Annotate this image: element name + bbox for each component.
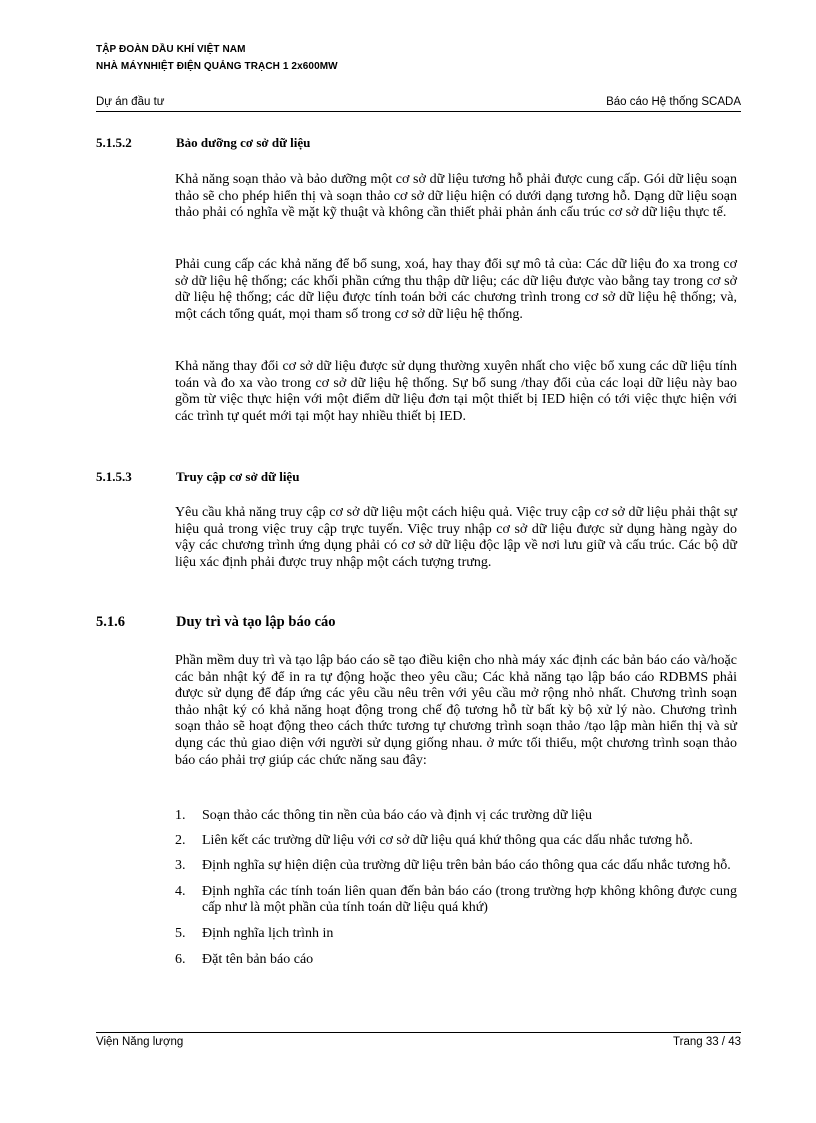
footer-rule	[96, 1032, 741, 1033]
list-text: Định nghĩa sự hiện diện của trường dữ liệu trên bản báo cáo thông qua các dấu nhắc tương hỗ.	[202, 858, 731, 874]
list-text: Liên kết các trường dữ liệu với cơ sở dữ liệu quá khứ thông qua các dấu nhắc tương hỗ.	[202, 832, 693, 848]
list-marker: 2.	[175, 832, 186, 848]
section-title: Duy trì và tạo lập báo cáo	[176, 614, 336, 630]
header-right: Báo cáo Hệ thống SCADA	[606, 96, 741, 108]
list-marker: 4.	[175, 883, 186, 899]
list-item	[175, 884, 737, 917]
list-marker: 1.	[175, 808, 186, 823]
section-title: Bảo dưỡng cơ sở dữ liệu	[176, 135, 311, 150]
page-number: Trang 33 / 43	[673, 1036, 741, 1048]
organization-name: TẬP ĐOÀN DẦU KHÍ VIỆT NAM	[96, 44, 246, 55]
list-marker: 5.	[175, 925, 186, 941]
paragraph: Yêu cầu khả năng truy cập cơ sở dữ liệu một cách hiệu quả. Việc truy cập cơ sở dữ liệu phải thật sự hiệu quả trong việc truy cập trực tuyến. Việc truy nhập cơ sở dữ liệu được sử dụng hàng ngày do vậy các chương trình ứng dụng phải có cơ sở dữ liệu độc lập về nơi lưu giữ và cấu trúc. Các bộ dữ liệu xác định phải được truy nhập một cách tượng trưng.	[175, 505, 737, 570]
list-text: Đặt tên bản báo cáo	[202, 951, 314, 967]
list-item	[175, 926, 737, 943]
running-header	[96, 96, 741, 108]
paragraph: Khả năng thay đổi cơ sở dữ liệu được sử dụng thường xuyên nhất cho việc bổ xung các dữ liệu tính toán và đo xa vào trong cơ sở dữ liệu hệ thống. Sự bổ sung /thay đổi của các loại dữ liệu này bao gồm từ việc thực hiện với một điểm dữ liệu đơn tại một thiết bị IED hiện có tới việc thực hiện với các trình tự quét mới tại một hay nhiều thiết bị IED.	[175, 359, 737, 424]
paragraph: Phải cung cấp các khả năng để bổ sung, xoá, hay thay đổi sự mô tả của: Các dữ liệu đo xa trong cơ sở dữ liệu hệ thống; các khối phần cứng thu thập dữ liệu; các dữ liệu được vào bằng tay trong cơ sở dữ liệu hệ thống; các dữ liệu được tính toán bởi các chương trình trong cơ sở dữ liệu hệ thống; và, một cách tổng quát, mọi tham số trong cơ sở dữ liệu hệ thống.	[175, 257, 737, 322]
list-text: Định nghĩa các tính toán liên quan đến bản báo cáo (trong trường hợp không không được cung cấp như là một phần của tính toán dữ liệu quá khứ)	[202, 883, 737, 916]
list-marker: 3.	[175, 858, 186, 874]
list-item	[175, 952, 737, 969]
paragraph: Phần mềm duy trì và tạo lập báo cáo sẽ tạo điều kiện cho nhà máy xác định các bản báo cáo và/hoặc các bản nhật ký để in ra tự động hoặc theo yêu cầu; Các khả năng tạo lập báo cáo RDBMS phải được sử dụng để đáp ứng các yêu cầu nêu trên với yêu cầu mở rộng nhỏ nhất. Chương trình soạn thảo nhật ký có khả năng hoạt động trong chế độ tương hỗ từ bất kỳ bộ xử lý nào. Chương trình soạn thảo sẽ hoạt động theo cách thức tương tự chương trình soạn thảo /tạo lập màn hiển thị và sử dụng các thủ giao diện với người sử dụng giống nhau. ở mức tối thiểu, một chương trình soạn thảo báo cáo phải trợ giúp các chức năng sau đây:	[175, 653, 737, 768]
section-number: 5.1.5.3	[96, 469, 132, 484]
section-title: Truy cập cơ sở dữ liệu	[176, 469, 300, 484]
list-item	[175, 808, 737, 825]
function-list	[175, 808, 737, 968]
plant-name: NHÀ MÁYNHIỆT ĐIỆN QUẢNG TRẠCH 1 2x600MW	[96, 61, 338, 72]
header-left: Dự án đầu tư	[96, 96, 165, 108]
running-footer	[96, 1036, 741, 1048]
paragraph: Khả năng soạn thảo và bảo dưỡng một cơ sở dữ liệu tương hỗ phải được cung cấp. Gói dữ liệu soạn thảo sẽ cho phép hiển thị và soạn thảo cơ sở dữ liệu hiện có dưới dạng tương hỗ. Dạng dữ liệu soạn thảo phải có nghĩa về mặt kỹ thuật và không cần thiết phải phản ánh cấu trúc cơ sở dữ liệu thực tế.	[175, 172, 737, 221]
section-number: 5.1.6	[96, 614, 125, 630]
list-marker: 6.	[175, 951, 186, 967]
list-text: Soạn thảo các thông tin nền của báo cáo và định vị các trường dữ liệu	[202, 808, 592, 823]
list-item	[175, 833, 737, 850]
footer-left: Viện Năng lượng	[96, 1036, 184, 1048]
section-number: 5.1.5.2	[96, 135, 132, 150]
list-item	[175, 858, 737, 875]
list-text: Định nghĩa lịch trình in	[202, 925, 334, 941]
header-rule	[96, 111, 741, 112]
